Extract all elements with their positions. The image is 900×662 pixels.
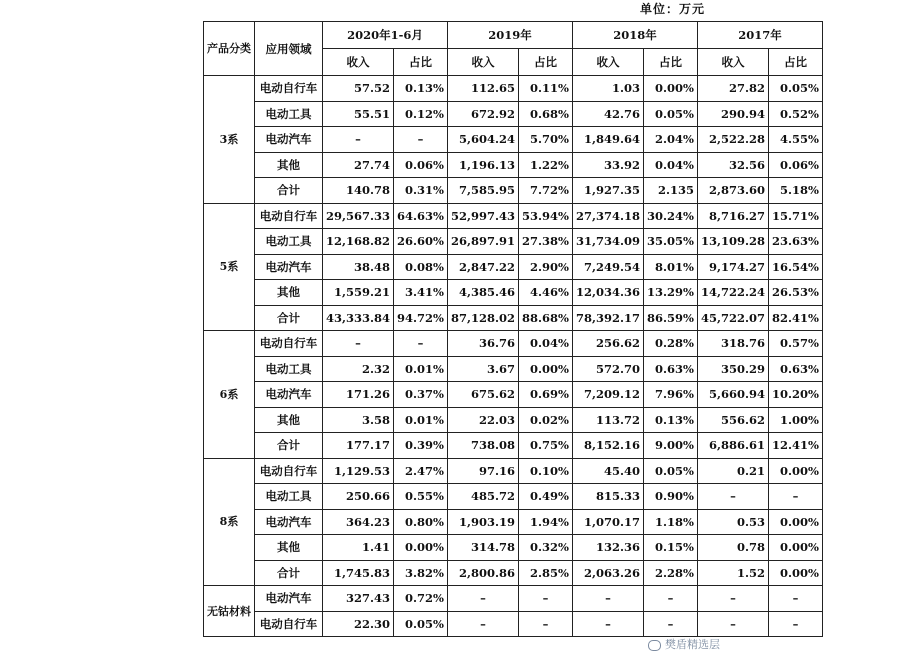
share-cell: 0.57% xyxy=(768,331,822,357)
share-cell: 4.55% xyxy=(768,127,822,153)
table-row xyxy=(204,305,823,331)
share-cell: 0.49% xyxy=(519,484,573,510)
revenue-cell: 2,522.28 xyxy=(697,127,768,153)
application-field: 电动汽车 xyxy=(255,254,323,280)
revenue-cell: 1.52 xyxy=(697,560,768,586)
table-row xyxy=(204,560,823,586)
share-cell: 2.135 xyxy=(644,178,698,204)
revenue-cell: 12,168.82 xyxy=(323,229,394,255)
share-cell: 1.22% xyxy=(519,152,573,178)
share-cell: 0.00% xyxy=(768,535,822,561)
application-field: 其他 xyxy=(255,152,323,178)
header-share: 占比 xyxy=(394,49,448,76)
share-cell: 0.00% xyxy=(394,535,448,561)
revenue-cell: 256.62 xyxy=(572,331,643,357)
revenue-cell: 140.78 xyxy=(323,178,394,204)
revenue-cell: 8,152.16 xyxy=(572,433,643,459)
share-cell: 0.01% xyxy=(394,407,448,433)
revenue-cell: 1,927.35 xyxy=(572,178,643,204)
share-cell: 5.70% xyxy=(519,127,573,153)
revenue-cell: 112.65 xyxy=(447,76,518,102)
application-field: 电动工具 xyxy=(255,101,323,127)
product-category: 无钴材料 xyxy=(204,586,255,637)
share-cell: 35.05% xyxy=(644,229,698,255)
revenue-cell: 6,886.61 xyxy=(697,433,768,459)
share-cell: 0.05% xyxy=(394,611,448,637)
share-cell: 12.41% xyxy=(768,433,822,459)
revenue-cell: 38.48 xyxy=(323,254,394,280)
share-cell: 0.15% xyxy=(644,535,698,561)
header-period: 2018年 xyxy=(572,22,697,49)
revenue-cell: 42.76 xyxy=(572,101,643,127)
table-row xyxy=(204,152,823,178)
application-field: 电动自行车 xyxy=(255,458,323,484)
revenue-cell: 2,873.60 xyxy=(697,178,768,204)
revenue-cell: 318.76 xyxy=(697,331,768,357)
share-cell: – xyxy=(519,586,573,612)
revenue-cell: 0.53 xyxy=(697,509,768,535)
product-category: 6系 xyxy=(204,331,255,459)
application-field: 电动自行车 xyxy=(255,76,323,102)
share-cell: 0.39% xyxy=(394,433,448,459)
share-cell: 5.18% xyxy=(768,178,822,204)
revenue-cell: 7,249.54 xyxy=(572,254,643,280)
application-field: 电动汽车 xyxy=(255,509,323,535)
share-cell: 0.37% xyxy=(394,382,448,408)
share-cell: 0.00% xyxy=(644,76,698,102)
revenue-cell: 97.16 xyxy=(447,458,518,484)
revenue-cell: 22.03 xyxy=(447,407,518,433)
table-row xyxy=(204,356,823,382)
header-share: 占比 xyxy=(519,49,573,76)
revenue-cell: – xyxy=(697,484,768,510)
header-application: 应用领域 xyxy=(255,22,323,76)
application-field: 电动自行车 xyxy=(255,203,323,229)
share-cell: 0.02% xyxy=(519,407,573,433)
application-field: 电动工具 xyxy=(255,484,323,510)
revenue-cell: 1,070.17 xyxy=(572,509,643,535)
revenue-cell: 55.51 xyxy=(323,101,394,127)
share-cell: – xyxy=(394,127,448,153)
revenue-cell: 1.41 xyxy=(323,535,394,561)
revenue-cell: 7,585.95 xyxy=(447,178,518,204)
revenue-cell: – xyxy=(572,611,643,637)
share-cell: 82.41% xyxy=(768,305,822,331)
share-cell: – xyxy=(519,611,573,637)
revenue-cell: 27.82 xyxy=(697,76,768,102)
header-period: 2020年1-6月 xyxy=(323,22,448,49)
table-row xyxy=(204,509,823,535)
share-cell: 53.94% xyxy=(519,203,573,229)
revenue-cell: 57.52 xyxy=(323,76,394,102)
table-row xyxy=(204,229,823,255)
revenue-cell: 177.17 xyxy=(323,433,394,459)
revenue-cell: 12,034.36 xyxy=(572,280,643,306)
share-cell: 0.52% xyxy=(768,101,822,127)
share-cell: 2.90% xyxy=(519,254,573,280)
share-cell: 2.28% xyxy=(644,560,698,586)
share-cell: 0.00% xyxy=(768,560,822,586)
revenue-cell: 1.03 xyxy=(572,76,643,102)
share-cell: 0.75% xyxy=(519,433,573,459)
revenue-cell: 350.29 xyxy=(697,356,768,382)
watermark-text: 樊盾精选层 xyxy=(665,638,720,651)
share-cell: 0.06% xyxy=(768,152,822,178)
revenue-cell: 0.78 xyxy=(697,535,768,561)
revenue-cell: 1,903.19 xyxy=(447,509,518,535)
revenue-cell: 132.36 xyxy=(572,535,643,561)
share-cell: 0.05% xyxy=(768,76,822,102)
share-cell: 7.96% xyxy=(644,382,698,408)
share-cell: – xyxy=(768,611,822,637)
header-revenue: 收入 xyxy=(572,49,643,76)
revenue-cell: – xyxy=(323,127,394,153)
share-cell: 26.60% xyxy=(394,229,448,255)
revenue-table xyxy=(203,21,823,637)
share-cell: 26.53% xyxy=(768,280,822,306)
revenue-cell: 36.76 xyxy=(447,331,518,357)
share-cell: 30.24% xyxy=(644,203,698,229)
revenue-cell: 43,333.84 xyxy=(323,305,394,331)
share-cell: 2.47% xyxy=(394,458,448,484)
table-row xyxy=(204,382,823,408)
header-revenue: 收入 xyxy=(697,49,768,76)
share-cell: 3.82% xyxy=(394,560,448,586)
revenue-cell: 675.62 xyxy=(447,382,518,408)
share-cell: 0.90% xyxy=(644,484,698,510)
table-row xyxy=(204,458,823,484)
revenue-cell: – xyxy=(323,331,394,357)
share-cell: 27.38% xyxy=(519,229,573,255)
header-revenue: 收入 xyxy=(447,49,518,76)
share-cell: 13.29% xyxy=(644,280,698,306)
revenue-cell: – xyxy=(697,586,768,612)
application-field: 电动自行车 xyxy=(255,331,323,357)
share-cell: 0.28% xyxy=(644,331,698,357)
share-cell: 0.63% xyxy=(768,356,822,382)
revenue-cell: 2,847.22 xyxy=(447,254,518,280)
revenue-cell: 485.72 xyxy=(447,484,518,510)
revenue-cell: 2,800.86 xyxy=(447,560,518,586)
header-period: 2019年 xyxy=(447,22,572,49)
revenue-cell: 14,722.24 xyxy=(697,280,768,306)
revenue-cell: 0.21 xyxy=(697,458,768,484)
header-share: 占比 xyxy=(644,49,698,76)
share-cell: 0.05% xyxy=(644,101,698,127)
table-row xyxy=(204,611,823,637)
table-row xyxy=(204,76,823,102)
application-field: 电动汽车 xyxy=(255,127,323,153)
revenue-cell: 1,745.83 xyxy=(323,560,394,586)
table-row xyxy=(204,433,823,459)
revenue-cell: – xyxy=(572,586,643,612)
application-field: 电动自行车 xyxy=(255,611,323,637)
revenue-cell: 3.58 xyxy=(323,407,394,433)
share-cell: 0.10% xyxy=(519,458,573,484)
application-field: 合计 xyxy=(255,178,323,204)
revenue-cell: 738.08 xyxy=(447,433,518,459)
revenue-cell: 572.70 xyxy=(572,356,643,382)
share-cell: 0.06% xyxy=(394,152,448,178)
share-cell: 15.71% xyxy=(768,203,822,229)
header-share: 占比 xyxy=(768,49,822,76)
share-cell: 0.80% xyxy=(394,509,448,535)
revenue-cell: 45.40 xyxy=(572,458,643,484)
share-cell: 0.00% xyxy=(768,458,822,484)
share-cell: 0.05% xyxy=(644,458,698,484)
table-row xyxy=(204,178,823,204)
revenue-cell: 78,392.17 xyxy=(572,305,643,331)
application-field: 电动工具 xyxy=(255,229,323,255)
table-row xyxy=(204,254,823,280)
share-cell: 0.32% xyxy=(519,535,573,561)
share-cell: – xyxy=(644,611,698,637)
share-cell: 0.08% xyxy=(394,254,448,280)
share-cell: 0.13% xyxy=(394,76,448,102)
revenue-cell: 113.72 xyxy=(572,407,643,433)
share-cell: – xyxy=(768,586,822,612)
revenue-cell: 2,063.26 xyxy=(572,560,643,586)
share-cell: 8.01% xyxy=(644,254,698,280)
share-cell: 94.72% xyxy=(394,305,448,331)
revenue-cell: – xyxy=(447,586,518,612)
header-revenue: 收入 xyxy=(323,49,394,76)
application-field: 其他 xyxy=(255,280,323,306)
share-cell: 0.31% xyxy=(394,178,448,204)
share-cell: 1.94% xyxy=(519,509,573,535)
revenue-cell: – xyxy=(447,611,518,637)
share-cell: 0.01% xyxy=(394,356,448,382)
revenue-cell: – xyxy=(697,611,768,637)
share-cell: 0.55% xyxy=(394,484,448,510)
revenue-cell: 13,109.28 xyxy=(697,229,768,255)
share-cell: 0.04% xyxy=(519,331,573,357)
unit-label: 单位：万元 xyxy=(640,2,706,16)
header-category: 产品分类 xyxy=(204,22,255,76)
share-cell: 64.63% xyxy=(394,203,448,229)
revenue-cell: 327.43 xyxy=(323,586,394,612)
table-row xyxy=(204,101,823,127)
revenue-cell: 31,734.09 xyxy=(572,229,643,255)
share-cell: 23.63% xyxy=(768,229,822,255)
table-row xyxy=(204,203,823,229)
revenue-cell: 556.62 xyxy=(697,407,768,433)
share-cell: 3.41% xyxy=(394,280,448,306)
share-cell: 88.68% xyxy=(519,305,573,331)
share-cell: 0.11% xyxy=(519,76,573,102)
header-row-periods xyxy=(204,22,823,49)
share-cell: 1.00% xyxy=(768,407,822,433)
revenue-cell: 87,128.02 xyxy=(447,305,518,331)
revenue-cell: 314.78 xyxy=(447,535,518,561)
revenue-cell: 33.92 xyxy=(572,152,643,178)
revenue-cell: 290.94 xyxy=(697,101,768,127)
share-cell: 10.20% xyxy=(768,382,822,408)
revenue-cell: 27,374.18 xyxy=(572,203,643,229)
revenue-cell: 1,849.64 xyxy=(572,127,643,153)
revenue-cell: 26,897.91 xyxy=(447,229,518,255)
revenue-cell: 2.32 xyxy=(323,356,394,382)
revenue-cell: 32.56 xyxy=(697,152,768,178)
revenue-cell: 815.33 xyxy=(572,484,643,510)
revenue-cell: 5,660.94 xyxy=(697,382,768,408)
application-field: 合计 xyxy=(255,305,323,331)
revenue-cell: 250.66 xyxy=(323,484,394,510)
revenue-cell: 29,567.33 xyxy=(323,203,394,229)
revenue-cell: 672.92 xyxy=(447,101,518,127)
watermark xyxy=(648,636,720,652)
revenue-cell: 364.23 xyxy=(323,509,394,535)
table-row xyxy=(204,407,823,433)
application-field: 合计 xyxy=(255,560,323,586)
share-cell: 2.04% xyxy=(644,127,698,153)
revenue-cell: 5,604.24 xyxy=(447,127,518,153)
table-row xyxy=(204,484,823,510)
share-cell: 9.00% xyxy=(644,433,698,459)
share-cell: 0.72% xyxy=(394,586,448,612)
revenue-cell: 22.30 xyxy=(323,611,394,637)
share-cell: 86.59% xyxy=(644,305,698,331)
share-cell: 4.46% xyxy=(519,280,573,306)
revenue-cell: 1,129.53 xyxy=(323,458,394,484)
revenue-cell: 45,722.07 xyxy=(697,305,768,331)
table-row xyxy=(204,535,823,561)
revenue-cell: 171.26 xyxy=(323,382,394,408)
application-field: 合计 xyxy=(255,433,323,459)
revenue-cell: 9,174.27 xyxy=(697,254,768,280)
revenue-cell: 3.67 xyxy=(447,356,518,382)
share-cell: 0.00% xyxy=(519,356,573,382)
product-category: 8系 xyxy=(204,458,255,586)
table-row xyxy=(204,586,823,612)
header-period: 2017年 xyxy=(697,22,822,49)
share-cell: 7.72% xyxy=(519,178,573,204)
application-field: 电动汽车 xyxy=(255,382,323,408)
share-cell: 0.69% xyxy=(519,382,573,408)
table-row xyxy=(204,331,823,357)
share-cell: 0.04% xyxy=(644,152,698,178)
share-cell: 0.13% xyxy=(644,407,698,433)
product-category: 3系 xyxy=(204,76,255,204)
share-cell: 2.85% xyxy=(519,560,573,586)
product-category: 5系 xyxy=(204,203,255,331)
table-row xyxy=(204,127,823,153)
application-field: 电动汽车 xyxy=(255,586,323,612)
revenue-cell: 1,559.21 xyxy=(323,280,394,306)
application-field: 电动工具 xyxy=(255,356,323,382)
application-field: 其他 xyxy=(255,407,323,433)
revenue-cell: 4,385.46 xyxy=(447,280,518,306)
share-cell: 0.63% xyxy=(644,356,698,382)
share-cell: – xyxy=(768,484,822,510)
revenue-cell: 7,209.12 xyxy=(572,382,643,408)
share-cell: 16.54% xyxy=(768,254,822,280)
share-cell: – xyxy=(644,586,698,612)
revenue-cell: 27.74 xyxy=(323,152,394,178)
revenue-cell: 52,997.43 xyxy=(447,203,518,229)
share-cell: 0.68% xyxy=(519,101,573,127)
share-cell: 1.18% xyxy=(644,509,698,535)
wechat-icon xyxy=(648,640,661,651)
share-cell: 0.12% xyxy=(394,101,448,127)
share-cell: 0.00% xyxy=(768,509,822,535)
table-row xyxy=(204,280,823,306)
application-field: 其他 xyxy=(255,535,323,561)
revenue-cell: 8,716.27 xyxy=(697,203,768,229)
share-cell: – xyxy=(394,331,448,357)
revenue-cell: 1,196.13 xyxy=(447,152,518,178)
